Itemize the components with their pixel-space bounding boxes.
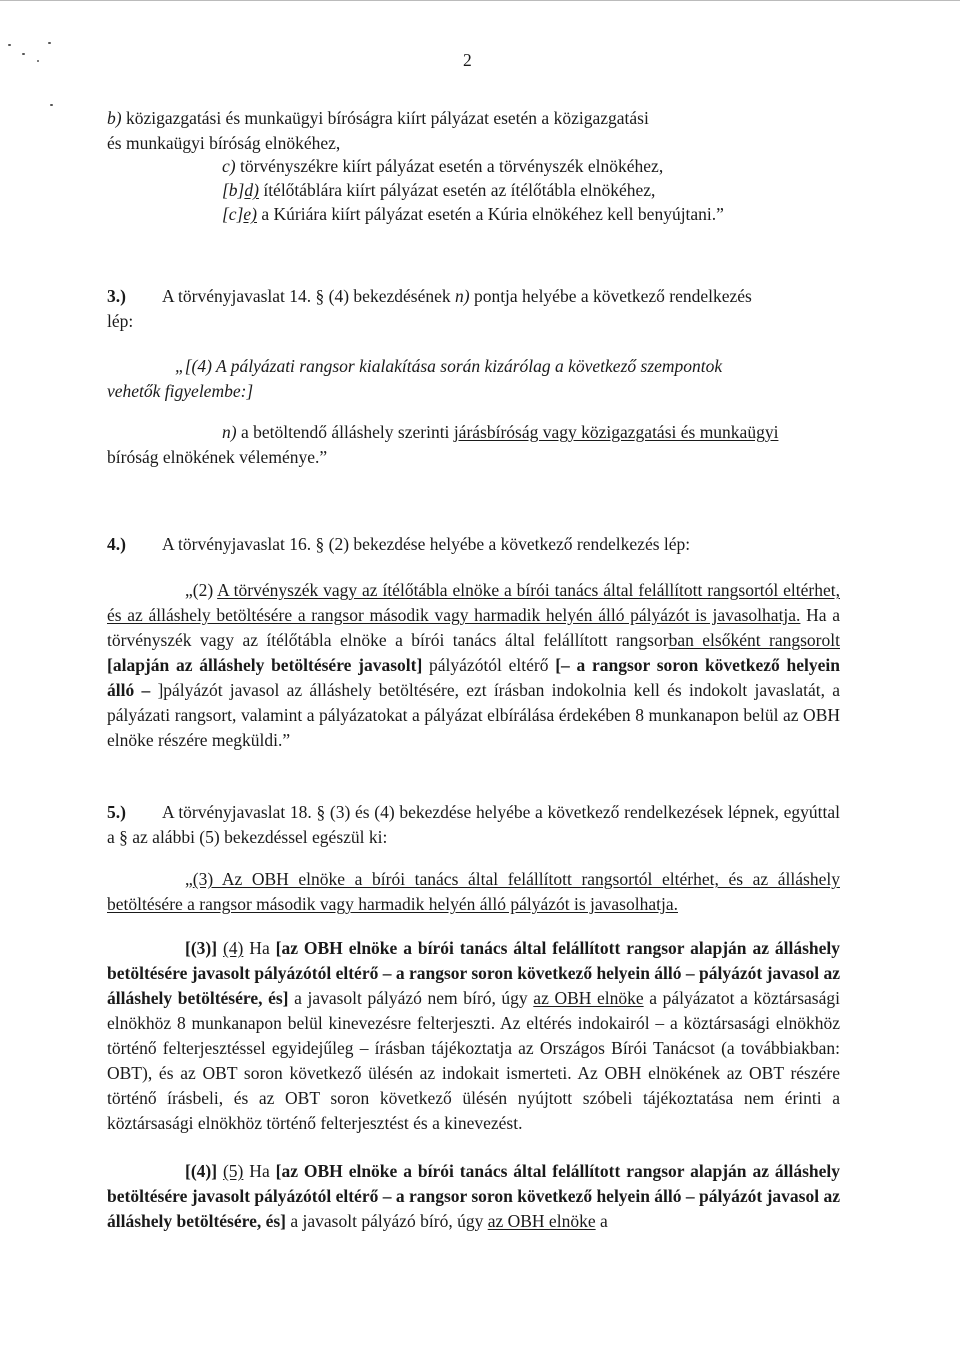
point-n-amendment: járásbíróság vagy közigazgatási és munkaügyi — [453, 422, 779, 442]
s5-p5-old-number: [(4)] — [185, 1161, 218, 1181]
s4-inserted-text: A törvényszék vagy az ítélőtábla elnöke a bírói tanács által felállított rangsortól eltérhet, és az álláshely betöltésére a rangsor második vagy harmadik helyén álló pályázót is javasolhatja. — [107, 580, 840, 625]
s5-p4-text-3: a pályázatot a köztársasági elnökhöz 8 munkanapon belül kinevezésre felterjeszti. Az eltérés indokairól – a köztársasági elnökhöz történő felterjesztéssel egyidejűleg – írásban tájékoztatja az Országos Bírói Tanácsot (a továbbiakban: OBT), és az OBT soron következő ülésén az indokait ismerteti. Az OBH elnökének az OBT részére történő írásbeli, és az OBT soron következő ülésén nyújtott szóbeli tájékoztatása nem érinti a köztársasági elnökhöz történő felterjesztést és a kinevezést. — [107, 988, 840, 1133]
section-3-number: 3.) — [107, 286, 126, 306]
list-label-old-b: [b] — [222, 180, 245, 200]
s4-text-1: Ha a törvényszék vagy az ítélőtábla elnöke a bírói tanács által felállított rangsor — [107, 605, 840, 650]
scan-speck — [37, 60, 39, 62]
section-4 — [107, 532, 840, 557]
s4-deleted-text-1: [alapján az álláshely betöltésére javasolt] — [107, 655, 423, 675]
s4-quote-start: „(2) — [185, 580, 218, 600]
list-item-d — [222, 178, 842, 203]
section-5-number: 5.) — [107, 802, 126, 822]
s5-p4-text-1: Ha — [243, 938, 276, 958]
s5-p5-text-3: a — [595, 1211, 608, 1231]
point-n-label: n) — [222, 422, 237, 442]
section-3-text-1: A törvényjavaslat 14. § (4) bekezdésének — [161, 286, 455, 306]
list-text-d: ítélőtáblára kiírt pályázat esetén az ítélőtábla elnökéhez, — [258, 180, 656, 200]
section-3-point-n: n) — [454, 286, 470, 306]
scan-speck — [22, 53, 25, 55]
list-item-e — [222, 202, 842, 227]
list-text-e: a Kúriára kiírt pályázat esetén a Kúria elnökéhez kell benyújtani.” — [257, 204, 724, 224]
list-label-new-e: e) — [243, 204, 257, 224]
section-5-para-5 — [107, 1159, 840, 1234]
list-text-b-1: közigazgatási és munkaügyi bíróságra kiírt pályázat esetén a közigazgatási — [121, 108, 649, 128]
section-5-para-3 — [107, 867, 840, 917]
list-label-b: b) — [107, 108, 122, 128]
section-3-quote — [107, 354, 840, 404]
point-n-text-1: a betöltendő álláshely szerinti — [236, 422, 454, 442]
section-5-text: A törvényjavaslat 18. § (3) és (4) bekezdése helyébe a következő rendelkezések lépnek, egyúttal a § az alábbi (5) bekezdéssel egészül ki: — [107, 802, 840, 847]
s5-para-3-inserted: (3) Az OBH elnöke a bírói tanács által felállított rangsortól eltérhet, és az álláshely betöltésére a rangsor második vagy harmadik helyén álló pályázót is javasolhatja. — [107, 869, 840, 914]
section-3-text-3: lép: — [107, 311, 134, 331]
s5-p4-deleted: [az OBH elnöke a bírói tanács által felállított rangsor alapján az álláshely betöltésére javasolt pályázótól eltérő – a rangsor soron következő helyein álló – pályázót javasol az álláshely betöltésére, és] — [107, 938, 841, 1008]
list-item-b — [107, 106, 840, 156]
s5-p4-new-number: (4) — [222, 938, 244, 958]
s5-p5-new-number: (5) — [222, 1161, 244, 1181]
scan-speck — [48, 42, 51, 44]
s5-p5-text-2: a javasolt pályázó bíró, úgy — [286, 1211, 488, 1231]
list-item-c — [222, 154, 842, 179]
section-3-text-2: pontja helyébe a következő rendelkezés — [469, 286, 752, 306]
list-label-c: c) — [222, 156, 236, 176]
s5-p4-old-number: [(3)] — [185, 938, 218, 958]
s4-text-2: pályázótól eltérő — [422, 655, 556, 675]
section-5 — [107, 800, 840, 850]
page-number: 2 — [463, 50, 472, 70]
scan-speck — [8, 44, 11, 46]
section-4-paragraph — [107, 578, 840, 753]
section-4-text: A törvényjavaslat 16. § (2) bekezdése helyébe a következő rendelkezés lép: — [161, 534, 691, 554]
s4-deleted-text-2: [– a rangsor soron következő helyein álló – — [107, 655, 840, 700]
s5-p5-deleted: [az OBH elnöke a bírói tanács által felállított rangsor alapján az álláshely betöltésére javasolt pályázótól eltérő – a rangsor soron következő helyein álló – pályázót javasol az álláshely betöltésére, és] — [107, 1161, 841, 1231]
list-text-c: törvényszékre kiírt pályázat esetén a törvényszék elnökéhez, — [235, 156, 664, 176]
list-label-old-c: [c] — [222, 204, 244, 224]
list-label-new-d: d) — [244, 180, 259, 200]
s5-p4-inserted: az OBH elnöke — [533, 988, 644, 1008]
s5-p5-text-1: Ha — [243, 1161, 276, 1181]
s5-p4-text-2: a javasolt pályázó nem bíró, úgy — [288, 988, 534, 1008]
point-n-text-2: bíróság elnökének véleménye.” — [107, 447, 328, 467]
s5-quote-start: „ — [185, 869, 193, 889]
section-4-number: 4.) — [107, 534, 126, 554]
s4-inserted-text-2: ban elsőként rangsorolt — [668, 630, 840, 650]
section-3-point — [107, 420, 840, 470]
s5-p5-inserted: az OBH elnöke — [487, 1211, 596, 1231]
section-3 — [107, 284, 840, 334]
section-3-quote-line-2: vehetők figyelembe:] — [107, 381, 254, 401]
s4-text-3: ]pályázót javasol az álláshely betöltésére, ezt írásban indokolnia kell és indokolt javaslatát, a pályázati rangsort, valamint a pályázatokat a pályázat elbírálása érdekében 8 munkanapon belül az OBH elnöke részére megküldi.” — [107, 680, 840, 750]
scan-top-edge — [0, 0, 960, 1]
list-text-b-2: és munkaügyi bíróság elnökéhez, — [107, 133, 341, 153]
section-3-quote-line-1: „[(4) A pályázati rangsor kialakítása során kizárólag a következő szempontok — [175, 356, 723, 376]
section-5-para-4 — [107, 936, 840, 1136]
